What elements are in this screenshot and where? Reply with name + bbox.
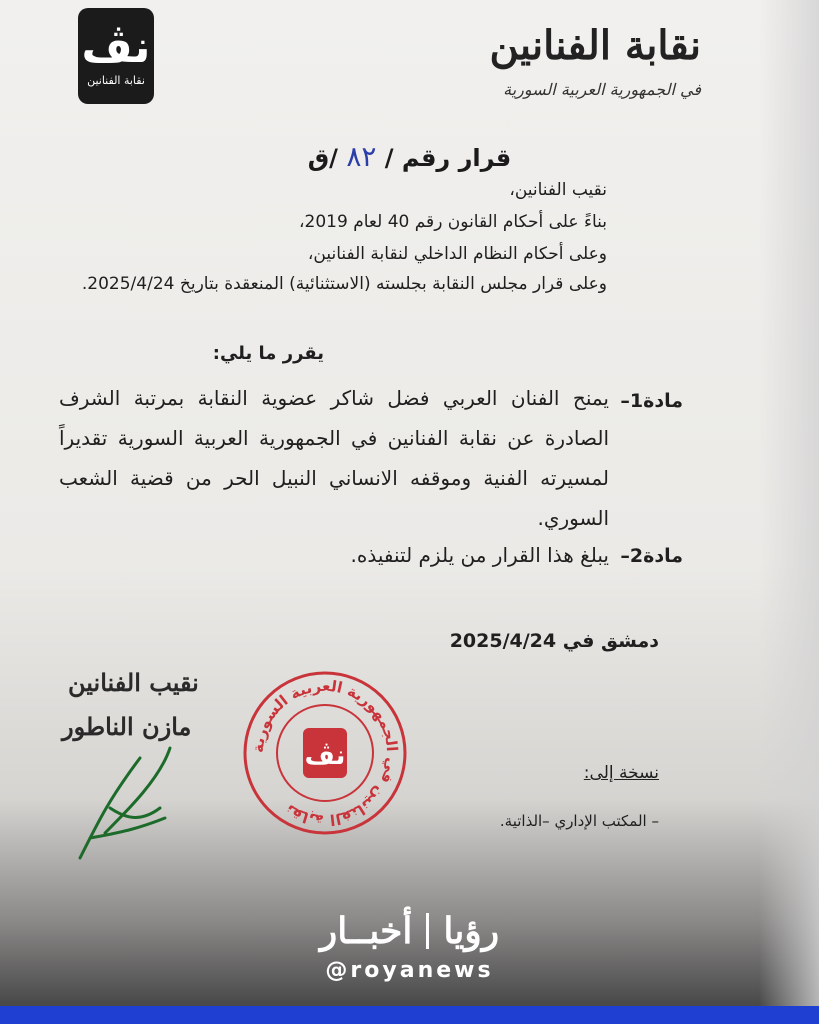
decision-prefix: قرار رقم / (384, 144, 512, 172)
accent-bar (0, 1006, 819, 1024)
preamble-line: نقيب الفنانين، (509, 180, 607, 200)
signatory-title: نقيب الفنانين (68, 668, 199, 697)
article-label: مادة2– (620, 545, 683, 567)
syndicate-logo (78, 8, 154, 104)
copy-to-title: نسخة إلى: (583, 763, 659, 783)
stamp-center-mark: نڤ (304, 741, 346, 771)
article-label: مادة1– (620, 390, 683, 412)
brand-divider (426, 913, 429, 949)
decision-suffix: /ق (307, 144, 338, 172)
news-word: أخبــار (319, 910, 413, 952)
org-name: نقابة الفنانين (489, 22, 701, 69)
preamble-line: وعلى أحكام النظام الداخلي لنقابة الفنانين، (307, 244, 607, 264)
logo-caption: نقابة الفنانين (87, 73, 145, 87)
signatory-name: مازن الناطور (62, 712, 192, 741)
decision-handwritten-number: ٨٢ (346, 140, 377, 173)
preamble-line: وعلى قرار مجلس النقابة بجلسته (الاستثنائية) المنعقدة بتاريخ 2025/4/24. (81, 274, 607, 294)
official-stamp (240, 668, 410, 838)
preamble-line: بناءً على أحكام القانون رقم 40 لعام 2019، (299, 212, 607, 232)
decision-number (0, 140, 819, 173)
roya-news-watermark (0, 910, 819, 983)
brand-word: رؤيا (443, 910, 500, 952)
date-line: دمشق في 2025/4/24 (449, 630, 659, 652)
org-subtitle: في الجمهورية العربية السورية (503, 80, 701, 99)
decides-heading: يقرر ما يلي: (212, 343, 324, 364)
copy-to-item: – المكتب الإداري –الذاتية. (499, 812, 659, 830)
logo-mark: نڤ (81, 21, 151, 73)
article-text: يبلغ هذا القرار من يلزم لتنفيذه. (350, 543, 609, 567)
handwritten-signature (70, 738, 180, 863)
article-text: يمنح الفنان العربي فضل شاكر عضوية النقابة بمرتبة الشرف الصادرة عن نقابة الفنانين في الجمهورية العربية السورية تقديراً لمسيرته الفنية وموقفه الانساني النبيل الحر من قضية الشعب السوري. (59, 386, 609, 530)
social-handle: @royanews (325, 958, 494, 983)
stamp-ring-text: نقابة الفنانين في الجمهورية العربية السورية (248, 676, 402, 830)
